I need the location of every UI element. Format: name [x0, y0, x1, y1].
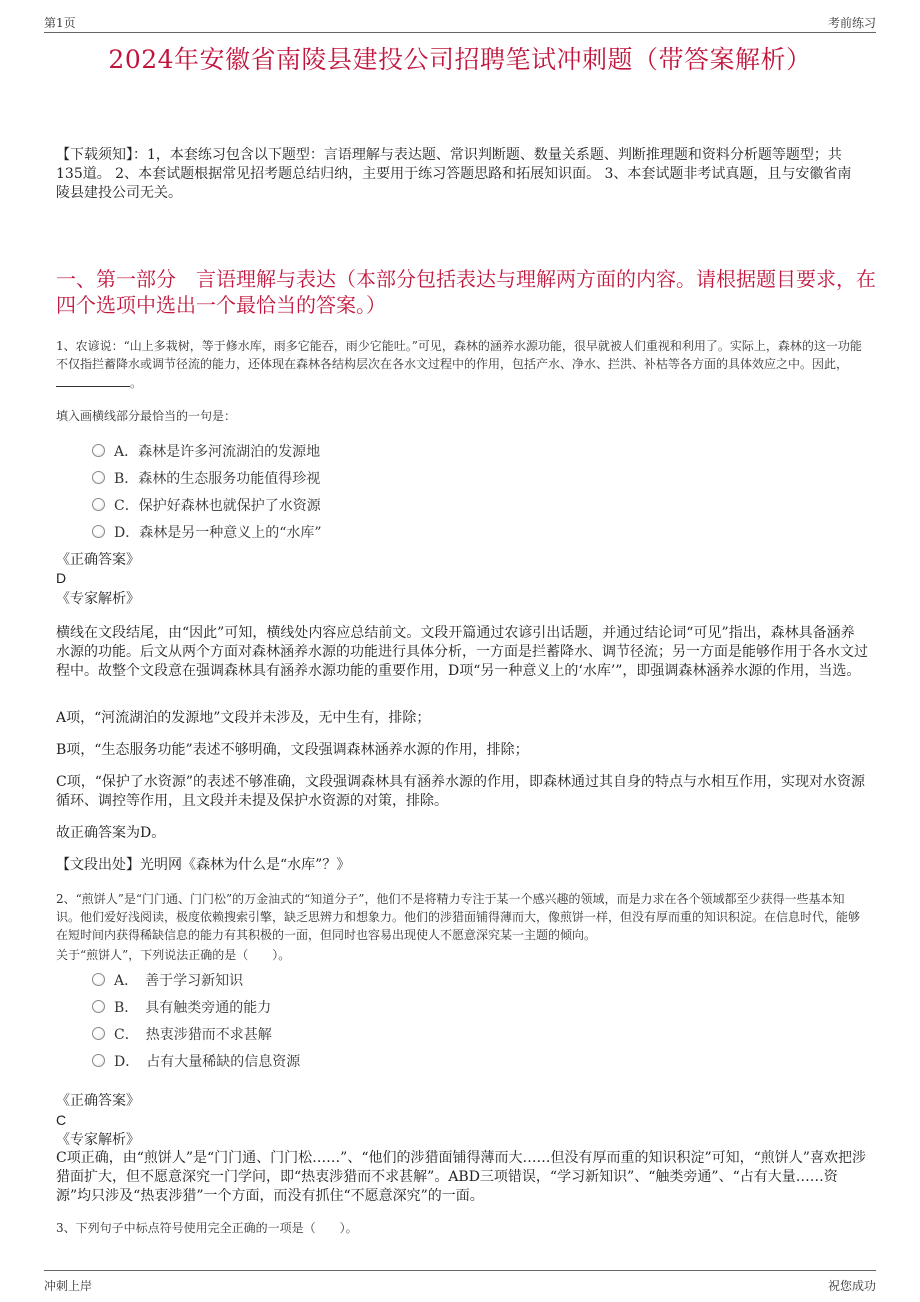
header-label: 考前练习: [827, 16, 876, 30]
option-a[interactable]: A．森林是许多河流湖泊的发源地: [92, 437, 322, 464]
radio-icon[interactable]: [92, 444, 105, 457]
option-d[interactable]: D．森林是另一种意义上的“水库”: [92, 518, 322, 545]
analysis-paragraph: A项，“河流湖泊的发源地”文段并未涉及，无中生有，排除；: [56, 710, 431, 726]
analysis-paragraph: 故正确答案为D。: [56, 825, 166, 841]
question-2-options: [92, 966, 300, 1074]
source-citation: 【文段出处】光明网《森林为什么是“水库”？》: [56, 857, 351, 873]
answer-value: D: [56, 570, 67, 586]
option-d[interactable]: D． 占有大量稀缺的信息资源: [92, 1047, 300, 1074]
radio-icon[interactable]: [92, 471, 105, 484]
fill-blank: [56, 373, 130, 387]
question-1-instruction: 填入画横线部分最恰当的一句是：: [56, 409, 237, 423]
download-notice: 【下载须知】：1，本套练习包含以下题型：言语理解与表达题、常识判断题、数量关系题、判断推理题和资料分析题等题型；共135道。 2、本套试题根据常见招考题总结归纳，主要用于练习答题思路和拓展知识面。 3、本套试题非考试真题，且与安徽省南陵县建投公司无关。: [56, 147, 852, 201]
question-2-stem: 2、“煎饼人”是“门门通、门门松”的万金油式的“知道分子”，他们不是将精力专注于某一个感兴趣的领域，而是力求在各个领域都至少获得一些基本知识。他们爱好浅阅读，极度依赖搜索引擎，缺乏思辨力和想象力。他们的涉猎面铺得薄而大，像煎饼一样，但没有厚而重的知识积淀。在信息时代，能够在短时间内获得稀缺信息的能力有其积极的一面，但同时也容易出现使人不愿意深究某一主题的倾向。: [56, 892, 861, 942]
analysis-paragraph: 横线在文段结尾，由“因此”可知，横线处内容应总结前文。文段开篇通过农谚引出话题，并通过结论词“可见”指出，森林具备涵养水源的功能。后文从两个方面对森林涵养水源的功能进行具体分析，一方面是拦蓄降水、调节径流；另一方面是能够作用于各水文过程中。故整个文段意在强调森林具有涵养水源功能的重要作用，D项“另一种意义上的‘水库’”，即强调森林涵养水源的作用，当选。: [56, 625, 868, 679]
radio-icon[interactable]: [92, 525, 105, 538]
option-c[interactable]: C．保护好森林也就保护了水资源: [92, 491, 322, 518]
analysis-paragraph: C项正确，由“煎饼人”是“门门通、门门松……”、“他们的涉猎面铺得薄而大……但没有厚而重的知识积淀”可知，“煎饼人”喜欢把涉猎面扩大，但不愿意深究一门学问，即“热衷涉猎而不求甚解”。ABD三项错误，“学习新知识”、“触类旁通”、“占有大量……资源”均只涉及“热衷涉猎”一个方面，而没有抓住“不愿意深究”的一面。: [56, 1150, 866, 1204]
option-b[interactable]: B．森林的生态服务功能值得珍视: [92, 464, 322, 491]
page-number: 第1页: [44, 16, 76, 30]
option-b[interactable]: B． 具有触类旁通的能力: [92, 993, 300, 1020]
question-2-prompt: 关于“煎饼人”，下列说法正确的是（ ）。: [56, 948, 291, 962]
analysis-paragraph: C项，“保护了水资源”的表述不够准确，文段强调森林具有涵养水源的作用，即森林通过其自身的特点与水相互作用，实现对水资源循环、调控等作用，且文段并未提及保护水资源的对策，排除。: [56, 774, 866, 809]
answer-label: 《正确答案》: [56, 552, 140, 568]
radio-icon[interactable]: [92, 1054, 105, 1067]
question-1-stem: 1、农谚说：“山上多栽树，等于修水库，雨多它能吞，雨少它能吐。”可见，森林的涵养水源功能，很早就被人们重视和利用了。实际上，森林的这一功能不仅指拦蓄降水或调节径流的能力，还体现在森林各结构层次在各水文过程中的作用，包括产水、净水、拦洪、补枯等各方面的具体效应之中。因此，。: [56, 339, 862, 390]
radio-icon[interactable]: [92, 1000, 105, 1013]
option-c[interactable]: C． 热衷涉猎而不求甚解: [92, 1020, 300, 1047]
section-heading: 一、第一部分 言语理解与表达（本部分包括表达与理解两方面的内容。请根据题目要求，在四个选项中选出一个最恰当的答案。）: [56, 267, 876, 317]
footer-left: 冲刺上岸: [44, 1279, 93, 1293]
footer-right: 祝您成功: [827, 1279, 876, 1293]
page-title: 2024年安徽省南陵县建投公司招聘笔试冲刺题（带答案解析）: [108, 45, 812, 74]
analysis-label: 《专家解析》: [56, 1132, 140, 1148]
radio-icon[interactable]: [92, 1027, 105, 1040]
radio-icon[interactable]: [92, 973, 105, 986]
page-header: [44, 10, 876, 33]
answer-label: 《正确答案》: [56, 1093, 140, 1109]
analysis-label: 《专家解析》: [56, 591, 140, 607]
page-footer: [44, 1270, 876, 1297]
analysis-paragraph: B项，“生态服务功能”表述不够明确，文段强调森林涵养水源的作用，排除；: [56, 742, 529, 758]
option-a[interactable]: A． 善于学习新知识: [92, 966, 300, 993]
answer-value: C: [56, 1112, 67, 1128]
radio-icon[interactable]: [92, 498, 105, 511]
question-1-options: [92, 437, 322, 545]
question-3-stem: 3、下列句子中标点符号使用完全正确的一项是（ ）。: [56, 1221, 358, 1235]
